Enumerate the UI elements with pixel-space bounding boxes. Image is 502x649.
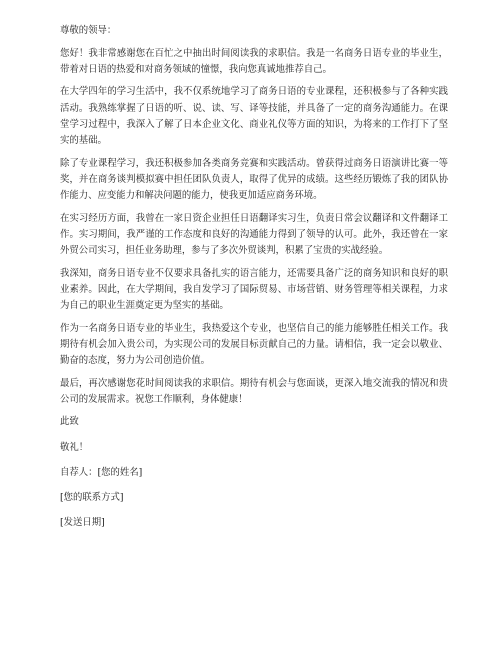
closing-line-2: 敬礼！ <box>60 441 89 453</box>
paragraph-1: 您好！我非常感谢您在百忙之中抽出时间阅读我的求职信。我是一名商务日语专业的毕业生，带着对日语的热爱和对商务领域的憧憬，我向您真诚地推荐自己。 <box>60 47 448 75</box>
paragraph-7: 最后，再次感谢您花时间阅读我的求职信。期待有机会与您面谈，更深入地交流我的情况和贵公司的发展需求。祝您工作顺利，身体健康！ <box>60 377 448 405</box>
paragraph-3: 除了专业课程学习，我还积极参加各类商务竞赛和实践活动。曾获得过商务日语演讲比赛一等奖，并在商务谈判模拟赛中担任团队负责人，取得了优异的成绩。这些经历锻炼了我的团队协作能力、应变能力和解决问题的能力，使我更加适应商务环境。 <box>60 157 448 201</box>
letter-page <box>60 23 448 540</box>
paragraph-6: 作为一名商务日语专业的毕业生，我热爱这个专业，也坚信自己的能力能够胜任相关工作。我期待有机会加入贵公司，为实现公司的发展目标贡献自己的力量。请相信，我一定会以敬业、勤奋的态度，努力为公司创造价值。 <box>60 322 448 366</box>
closing-line-1: 此致 <box>60 416 79 428</box>
salutation: 尊敬的领导： <box>60 25 117 36</box>
date-line: [发送日期] <box>60 517 105 529</box>
contact-line: [您的联系方式] <box>60 492 124 503</box>
paragraph-5: 我深知，商务日语专业不仅要求具备扎实的语言能力，还需要具备广泛的商务知识和良好的职业素养。因此，在大学期间，我自发学习了国际贸易、市场营销、财务管理等相关课程，力求为自己的职业生涯奠定更为坚实的基础。 <box>60 267 448 311</box>
paragraph-2: 在大学四年的学习生活中，我不仅系统地学习了商务日语的专业课程，还积极参与了各种实践活动。我熟练掌握了日语的听、说、读、写、译等技能，并具备了一定的商务沟通能力。在课堂学习过程中，我深入了解了日本企业文化、商业礼仪等方面的知识，为将来的工作打下了坚实的基础。 <box>60 86 448 146</box>
signature-line: 自荐人：[您的姓名] <box>60 466 143 478</box>
paragraph-4: 在实习经历方面，我曾在一家日资企业担任日语翻译实习生，负责日常会议翻译和文件翻译工作。实习期间，我严谨的工作态度和良好的沟通能力得到了领导的认可。此外，我还曾在一家外贸公司实习，担任业务助理，参与了多次外贸谈判，积累了宝贵的实战经验。 <box>60 212 448 256</box>
